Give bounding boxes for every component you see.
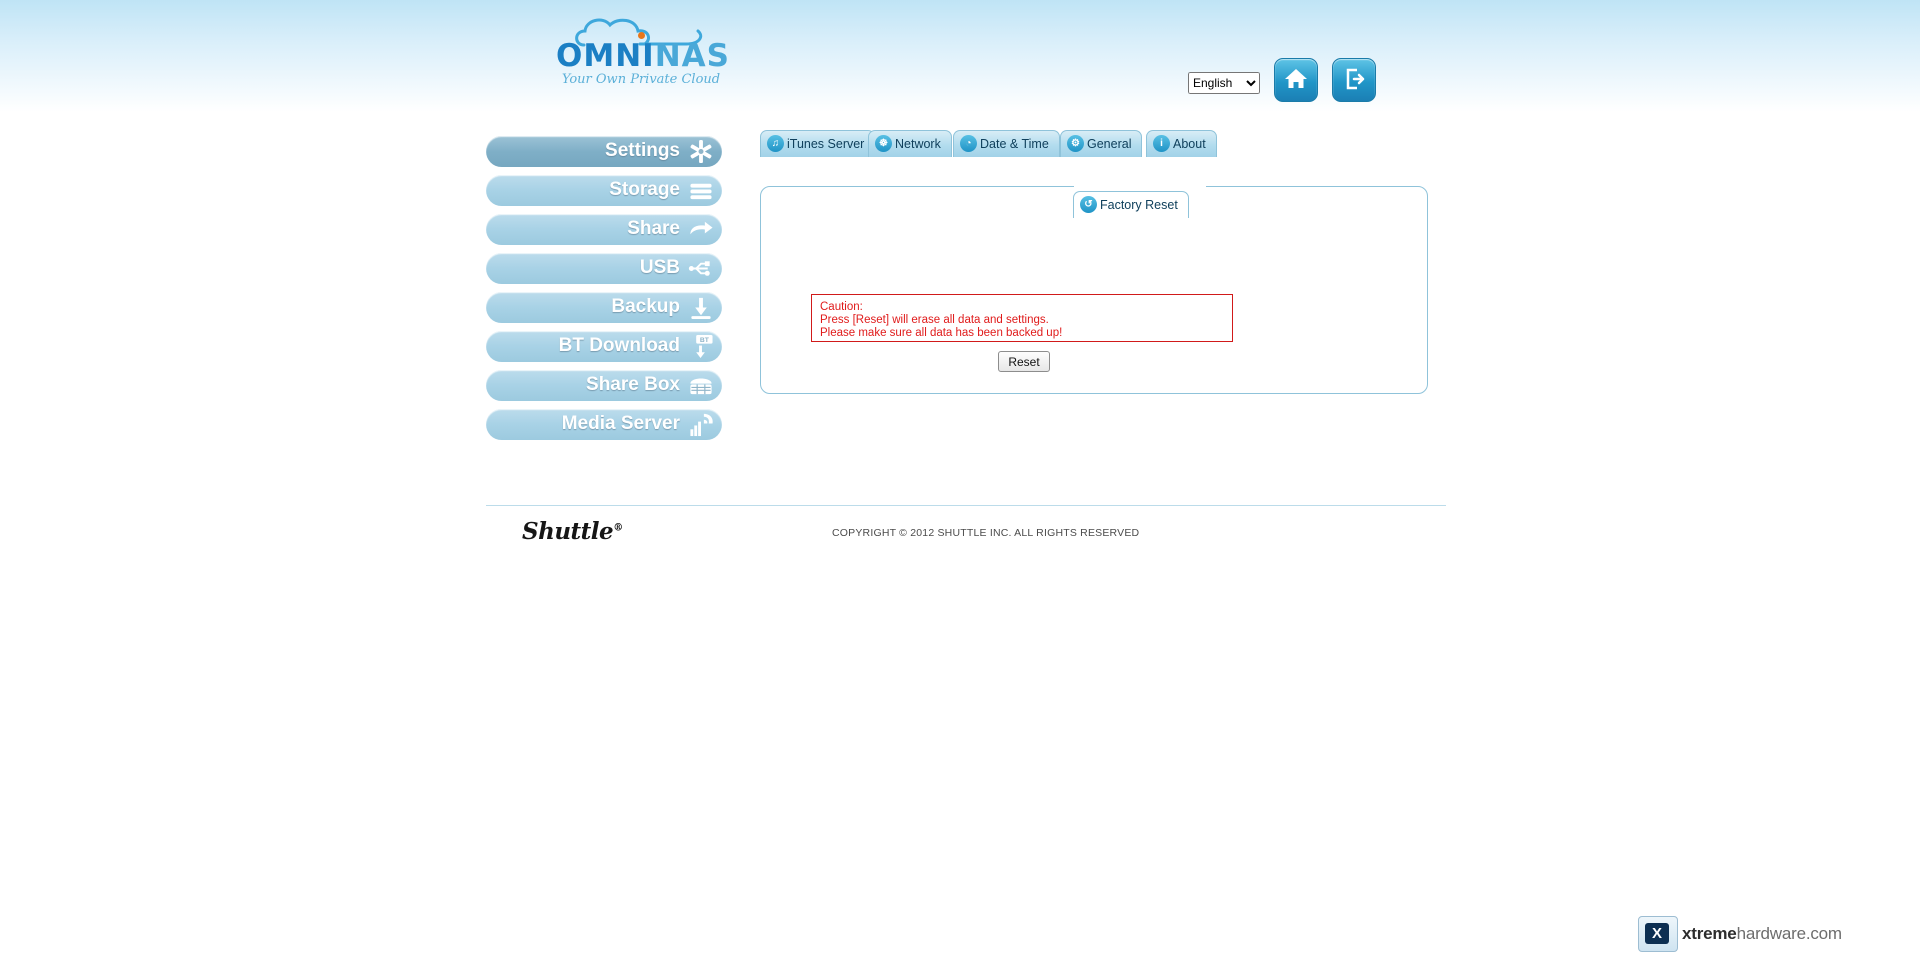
clock-icon [960, 135, 977, 152]
sidebar-item-label: Settings [605, 140, 680, 161]
sidebar-item-label: Media Server [561, 413, 680, 434]
sidebar-item-share-box[interactable] [486, 370, 722, 401]
sidebar-item-settings[interactable] [486, 136, 722, 167]
sidebar-item-label: Share [627, 218, 680, 239]
sidebar-item-media-server[interactable] [486, 409, 722, 440]
sidebar-item-label: BT Download [558, 335, 680, 356]
sidebar-item-label: USB [639, 257, 680, 278]
bt-download-icon [688, 334, 714, 359]
logo-wordmark [556, 38, 730, 74]
settings-content [760, 130, 1430, 369]
reset-icon [1080, 196, 1097, 213]
tab-label: iTunes Server [787, 137, 865, 151]
tab-label: Factory Reset [1100, 198, 1178, 212]
tab-label: General [1087, 137, 1132, 151]
gear-icon [688, 139, 714, 164]
tab-general[interactable] [1060, 130, 1142, 157]
sidebar [486, 136, 726, 448]
watermark-x-icon: X [1645, 923, 1669, 944]
disks-icon [688, 178, 714, 203]
tab-icon-glyph: ⚙ [1071, 138, 1080, 149]
logo-tagline: Your Own Private Cloud [561, 72, 721, 87]
active-tab-joiner [1074, 185, 1206, 187]
omninas-logo [556, 14, 730, 96]
watermark-text-c: .com [1805, 924, 1842, 943]
logo-main-text: OMNI [556, 38, 655, 74]
tab-icon-glyph: ♫ [771, 138, 780, 149]
language-select[interactable] [1188, 72, 1260, 94]
home-button[interactable] [1274, 58, 1318, 102]
caution-line-3: Please make sure all data has been backed up! [820, 326, 1063, 339]
tab-icon-glyph: ☸ [879, 138, 888, 149]
tab-icon-glyph: ↺ [1084, 199, 1093, 210]
tab-label: About [1173, 137, 1206, 151]
reset-button[interactable]: Reset [998, 351, 1050, 372]
caution-line-1: Caution: [820, 301, 863, 313]
tab-label: Network [895, 137, 941, 151]
watermark [1638, 916, 1908, 952]
watermark-text-a: xtreme [1682, 924, 1737, 943]
copyright-text: COPYRIGHT © 2012 SHUTTLE INC. ALL RIGHTS RESERVED [832, 527, 1140, 539]
tab-label: Date & Time [980, 137, 1049, 151]
sidebar-item-share[interactable] [486, 214, 722, 245]
sidebar-item-label: Storage [609, 179, 680, 200]
share-folder-icon [688, 217, 714, 242]
caution-message-box [811, 294, 1233, 342]
tab-icon-glyph: ◔ [965, 138, 972, 149]
media-server-icon [688, 412, 714, 437]
sidebar-item-backup[interactable] [486, 292, 722, 323]
svg-text:BT: BT [699, 337, 709, 345]
globe-gear-icon [1067, 135, 1084, 152]
sidebar-item-storage[interactable] [486, 175, 722, 206]
watermark-text-b: hardware [1736, 924, 1806, 943]
sidebar-item-label: Share Box [586, 374, 680, 395]
tab-factory-reset[interactable] [1073, 191, 1189, 218]
caution-line-2: Press [Reset] will erase all data and settings. [820, 313, 1049, 326]
shuttle-logo [522, 518, 623, 545]
tab-row-primary [760, 130, 1430, 160]
shuttle-registered-mark: ® [613, 522, 623, 534]
sidebar-item-bt-download[interactable] [486, 331, 722, 362]
page-header [0, 0, 1920, 112]
sidebar-item-usb[interactable] [486, 253, 722, 284]
tab-about[interactable] [1146, 130, 1217, 157]
logout-button[interactable] [1332, 58, 1376, 102]
tab-icon-glyph: i [1160, 138, 1163, 149]
tab-date-time[interactable] [953, 130, 1060, 157]
watermark-logo-box [1638, 916, 1678, 952]
usb-icon [688, 256, 714, 281]
share-box-icon [688, 373, 714, 398]
home-icon [1283, 66, 1309, 92]
backup-download-icon [688, 295, 714, 320]
globe-icon [875, 135, 892, 152]
shuttle-brand-text: Shuttle [522, 518, 614, 545]
page-footer [486, 505, 1446, 556]
logo-accent-text: NAS [654, 38, 730, 74]
logout-icon [1341, 66, 1367, 92]
tab-network[interactable] [868, 130, 952, 157]
watermark-text [1682, 924, 1842, 944]
music-note-icon [767, 135, 784, 152]
info-icon [1153, 135, 1170, 152]
sidebar-item-label: Backup [611, 296, 680, 317]
tab-itunes-server[interactable] [760, 130, 875, 157]
